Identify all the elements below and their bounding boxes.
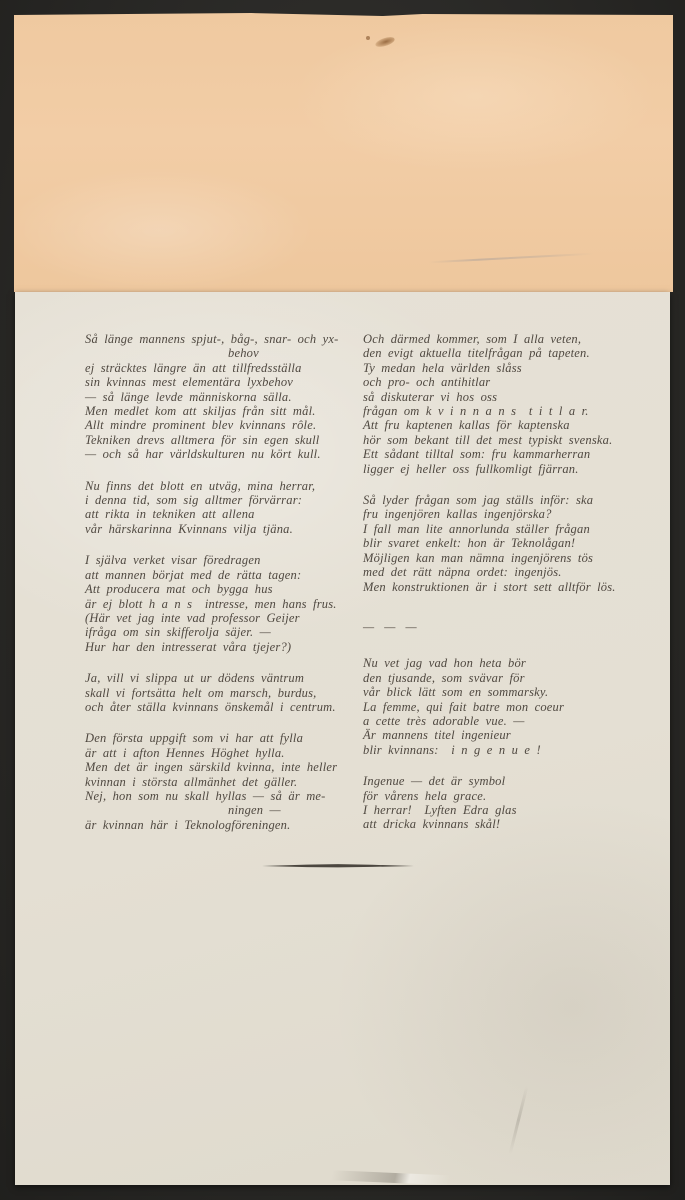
poem-line: frågan om k v i n n a n s t i t l a r. xyxy=(363,404,589,419)
poem-line: ifråga om sin skifferolja säjer. — xyxy=(85,625,271,640)
poem-line: Ingenue — det är symbol xyxy=(363,774,506,789)
poem-line: och åter ställa kvinnans önskemål i centrum. xyxy=(85,699,336,714)
poem-line: Men det är ingen särskild kvinna, inte heller xyxy=(85,760,338,775)
stanza xyxy=(85,479,353,537)
poem-line: Ett sådant tilltal som: fru kammarherran xyxy=(363,447,591,462)
tapered-rule-ornament xyxy=(262,863,414,869)
poem-line: hör som bekant till det mest typiskt svenska. xyxy=(363,432,613,447)
poem-line: Men medlet kom att skiljas från sitt mål. xyxy=(85,404,316,419)
poem-line: för vårens hela grace. xyxy=(363,788,487,803)
poem-line: Nu vet jag vad hon heta bör xyxy=(363,656,526,671)
poem-column-right xyxy=(363,332,655,849)
poem-line: är kvinnan här i Teknologföreningen. xyxy=(85,817,291,832)
poem-line: kvinnan i största allmänhet det gäller. xyxy=(85,774,298,789)
poem-line: Så lyder frågan som jag ställs inför: ska xyxy=(363,493,594,508)
poem-line: är ej blott h a n s intresse, men hans frus. xyxy=(85,596,337,611)
poem-line: I själva verket visar föredragen xyxy=(85,553,261,568)
ink-stain-dot xyxy=(366,36,370,40)
stanza xyxy=(85,332,353,462)
poem-line: — och så har världskulturen nu kört kull. xyxy=(85,447,321,462)
stanza xyxy=(363,656,655,757)
poem-line: ej sträcktes längre än att tillfredsställa xyxy=(85,360,302,375)
poem-line: I fall man lite annorlunda ställer frågan xyxy=(363,521,590,536)
poem-line: I herrar! Lyften Edra glas xyxy=(363,802,517,817)
tan-backing-sheet xyxy=(14,12,673,292)
poem-line: ligger ej heller oss fullkomligt fjärran. xyxy=(363,461,579,476)
poem-line: ningen — xyxy=(228,803,281,818)
poem-line: med det rätt näpna ordet: ingenjös. xyxy=(363,565,562,580)
poem-line: — — — xyxy=(363,619,419,634)
stanza xyxy=(85,731,353,832)
stanza-divider xyxy=(363,620,655,634)
poem-line: vår härskarinna Kvinnans vilja tjäna. xyxy=(85,521,293,536)
poem-line: Ja, vill vi slippa ut ur dödens väntrum xyxy=(85,671,305,686)
poem-line: fru ingenjören kallas ingenjörska? xyxy=(363,507,552,522)
poem-line: den tjusande, som svävar för xyxy=(363,670,525,685)
poem-line: Men konstruktionen är i stort sett alltför lös. xyxy=(363,579,616,594)
poem-line: att rikta in tekniken att allena xyxy=(85,507,255,522)
poem-line: (Här vet jag inte vad professor Geijer xyxy=(85,610,300,625)
paper-crease-bottom xyxy=(305,1169,485,1187)
poem-line: Tekniken drevs alltmera för sin egen skull xyxy=(85,432,320,447)
poem-line: Hur har den intresserat våra tjejer?) xyxy=(85,639,292,654)
poem-column-left xyxy=(85,332,353,849)
printed-sheet xyxy=(15,292,670,1185)
ink-stain xyxy=(374,35,395,49)
poem-line: Nu finns det blott en utväg, mina herrar, xyxy=(85,478,316,493)
poem-line: Och därmed kommer, som I alla veten, xyxy=(363,332,582,346)
poem-line: Nej, hon som nu skall hyllas — så är me- xyxy=(85,788,326,803)
faint-pencil-mark xyxy=(429,253,594,264)
poem-line: Är mannens titel ingenieur xyxy=(363,728,511,743)
poem-line: Att fru kaptenen kallas för kaptenska xyxy=(363,418,570,433)
stanza xyxy=(363,493,655,594)
poem-line: vår blick lätt som en sommarsky. xyxy=(363,685,549,700)
stanza xyxy=(85,553,353,654)
poem-line: La femme, qui fait batre mon coeur xyxy=(363,699,565,714)
poem-line: i denna tid, som sig alltmer förvärrar: xyxy=(85,493,303,508)
poem-line: Allt mindre prominent blev kvinnans rôle. xyxy=(85,418,317,433)
stanza xyxy=(85,671,353,714)
poem-line: a cette très adorable vue. — xyxy=(363,713,525,728)
poem-line: Att producera mat och bygga hus xyxy=(85,582,273,597)
poem-line: Den första uppgift som vi har att fylla xyxy=(85,731,304,746)
poem-line: blir kvinnans: i n g e n u e ! xyxy=(363,742,541,757)
paper-crease-right xyxy=(509,1086,529,1155)
stanza xyxy=(363,774,655,832)
poem-line: är att i afton Hennes Höghet hylla. xyxy=(85,745,285,760)
poem-line: Så länge mannens spjut-, båg-, snar- och yx- xyxy=(85,332,339,346)
poem-line: att dricka kvinnans skål! xyxy=(363,817,501,832)
poem-line: Möjligen kan man nämna ingenjörens tös xyxy=(363,550,594,565)
poem-line: — så länge levde människorna sälla. xyxy=(85,389,292,404)
poem-line: och pro- och antihitlar xyxy=(363,375,491,390)
poem-line: Ty medan hela världen slåss xyxy=(363,360,522,375)
poem-line: så diskuterar vi hos oss xyxy=(363,389,498,404)
poem-line: skall vi fortsätta helt om marsch, burdus, xyxy=(85,685,317,700)
stanza xyxy=(363,332,655,476)
poem-line: att mannen börjat med de rätta tagen: xyxy=(85,567,302,582)
poem-line: behov xyxy=(228,346,259,361)
poem-line: sin kvinnas mest elementära lyxbehov xyxy=(85,375,294,390)
poem-line: blir svaret enkelt: hon är Teknolågan! xyxy=(363,536,576,551)
poem-line: den evigt aktuella titelfrågan på tapeten. xyxy=(363,346,590,361)
